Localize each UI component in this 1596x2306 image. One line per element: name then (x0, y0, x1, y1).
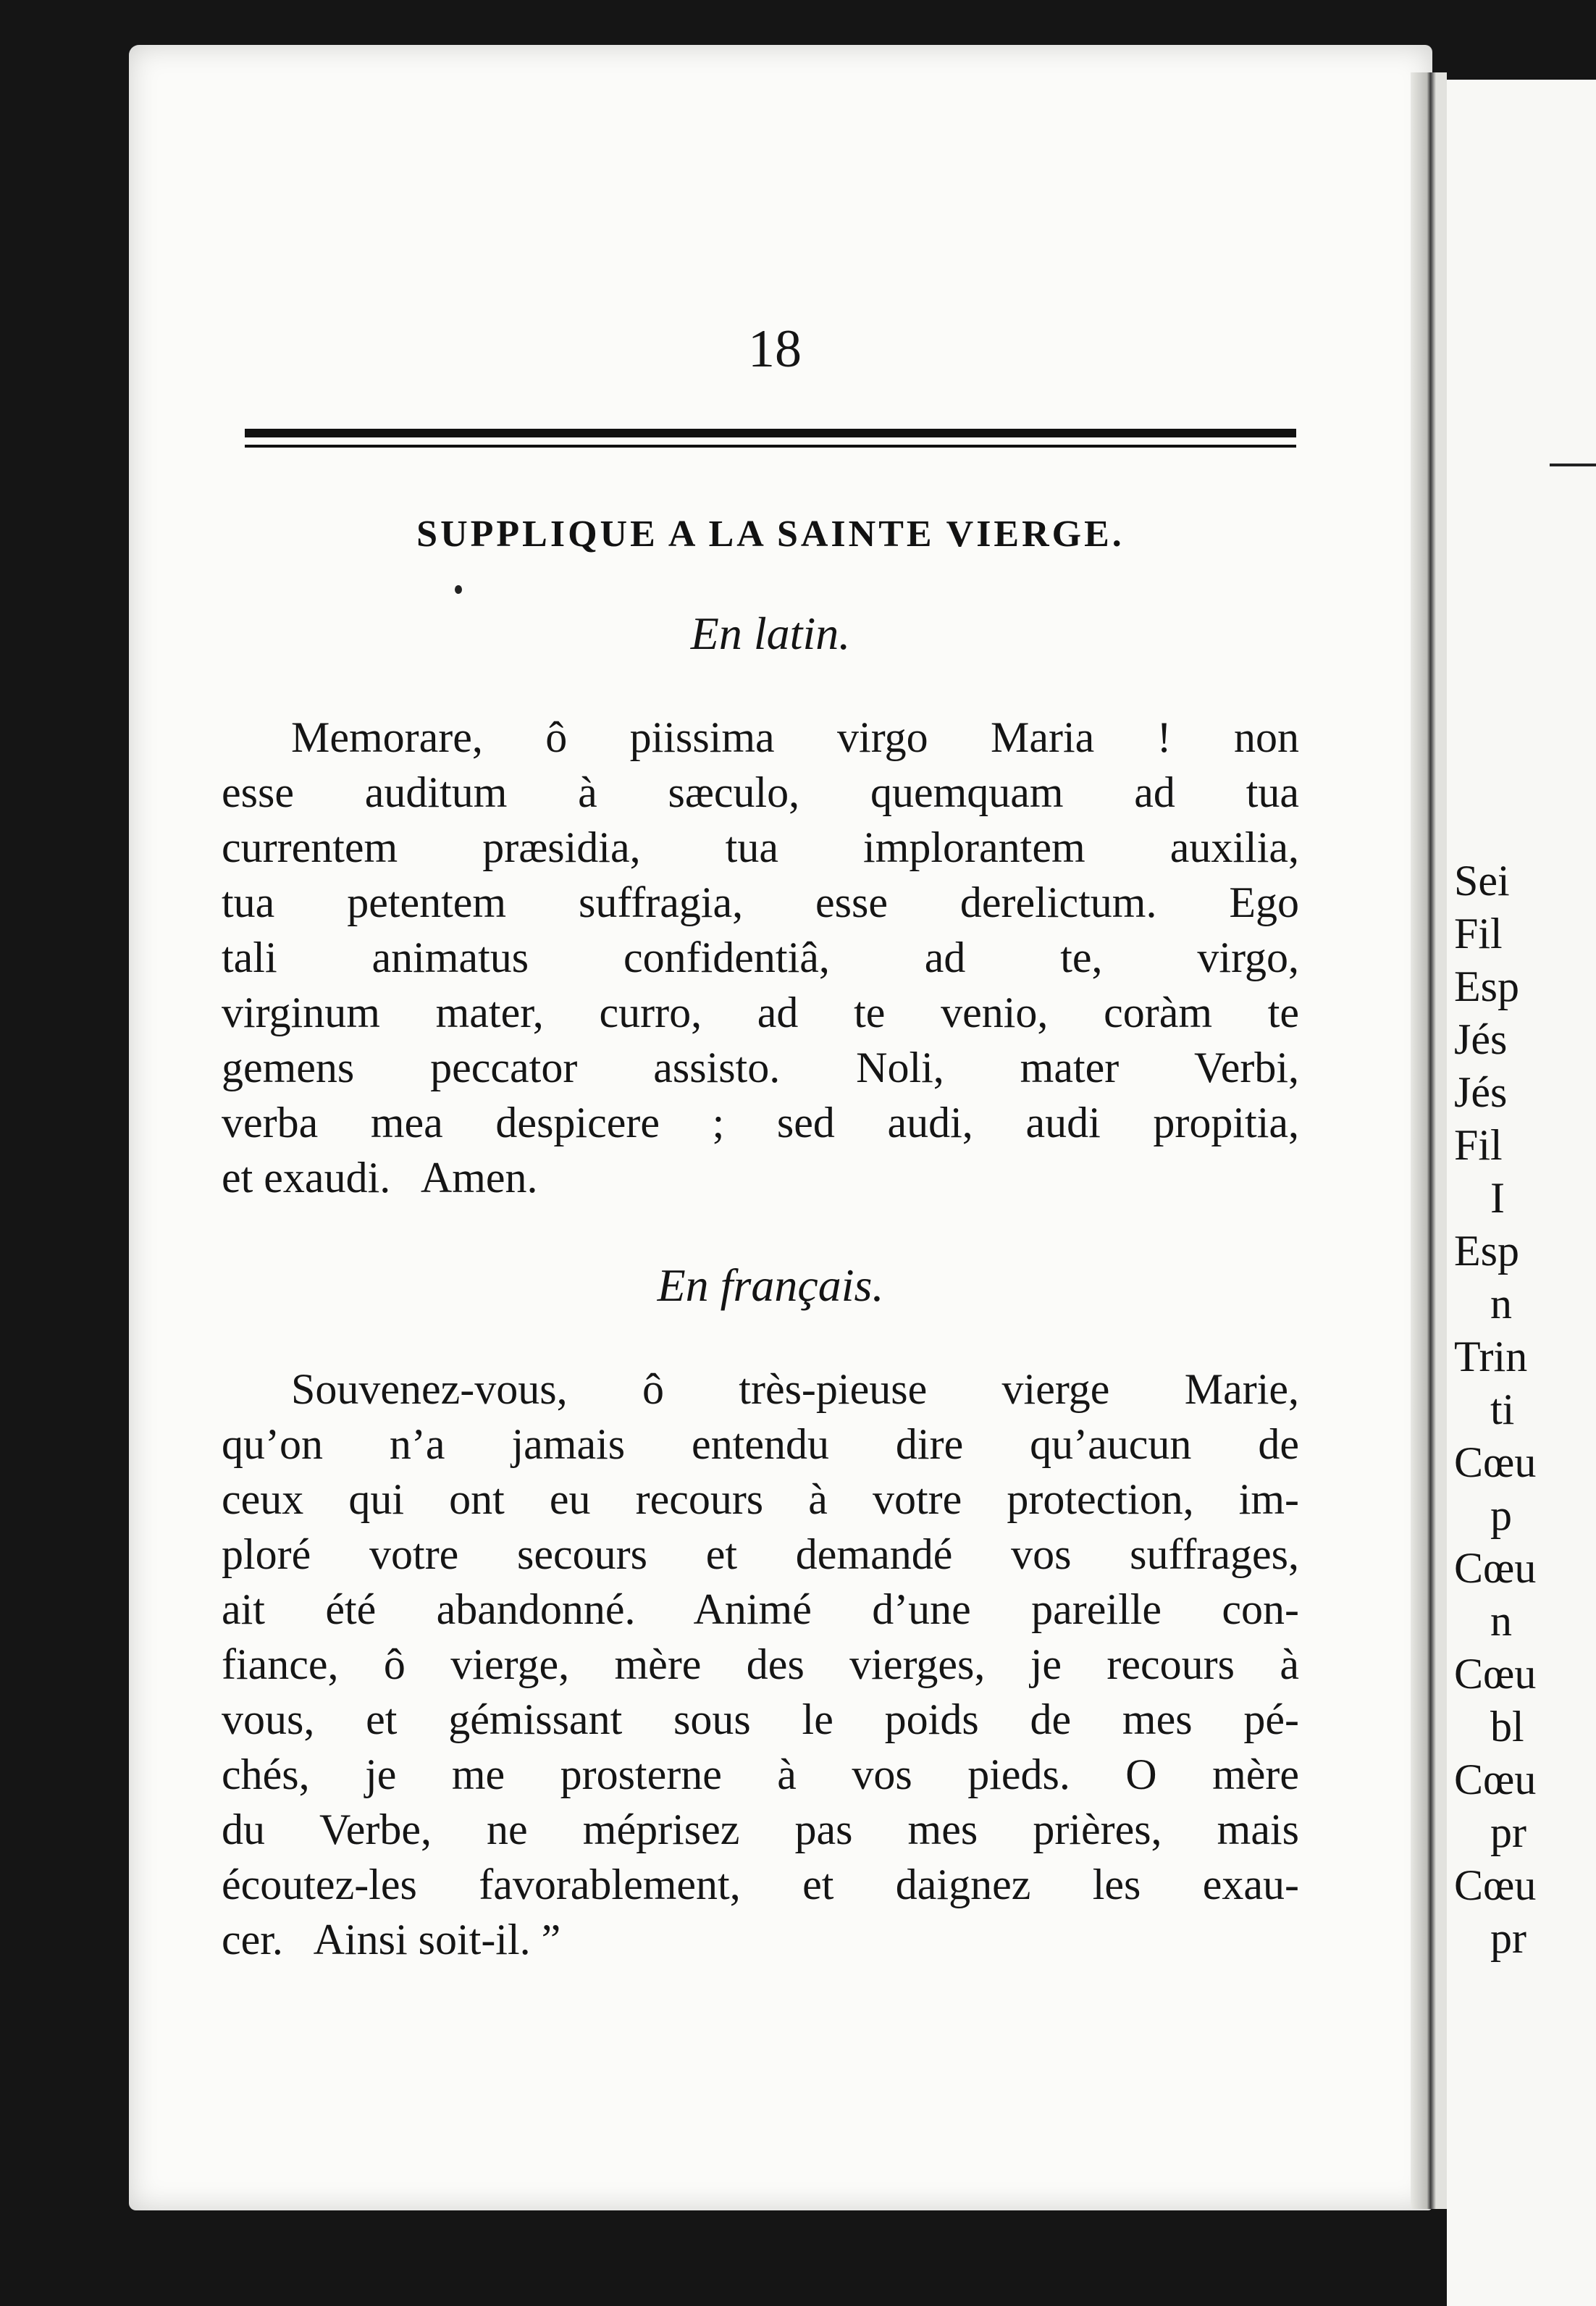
page-title: SUPPLIQUE A LA SAINTE VIERGE. (416, 513, 1125, 555)
header-rule-thick (245, 429, 1296, 437)
french-prayer (222, 1362, 1299, 1967)
facing-text-fragment: Sei (1454, 857, 1510, 905)
latin-prayer (222, 710, 1299, 1205)
book-gutter (1411, 72, 1447, 2209)
text-line: tali animatus confidentiâ, ad te, virgo, (222, 934, 1299, 981)
text-line: vous, et gémissant sous le poids de mes pé- (222, 1695, 1299, 1743)
text-line: du Verbe, ne méprisez pas mes prières, mais (222, 1806, 1299, 1853)
facing-text-fragment: n (1490, 1597, 1512, 1645)
facing-text-fragment: Cœu (1454, 1861, 1537, 1909)
text-line: esse auditum à sæculo, quemquam ad tua (222, 768, 1299, 816)
facing-text-fragment: Cœu (1454, 1650, 1537, 1698)
facing-text-fragment: Cœu (1454, 1438, 1537, 1486)
facing-text-fragment: Jés (1454, 1068, 1508, 1116)
text-line: et exaudi. Amen. (222, 1154, 538, 1202)
facing-text-fragment: bl (1490, 1703, 1524, 1751)
facing-text-fragment: Esp (1454, 963, 1519, 1010)
facing-page-text (1454, 855, 1596, 1965)
facing-text-fragment: Trin (1454, 1333, 1528, 1380)
header-rule-thin (245, 445, 1296, 448)
ink-speck (455, 585, 462, 594)
facing-text-fragment: Fil (1454, 910, 1503, 957)
latin-subheading: En latin. (690, 608, 851, 659)
text-line: ait été abandonné. Animé d’une pareille con- (222, 1585, 1299, 1633)
text-line: currentem præsidia, tua implorantem auxilia, (222, 823, 1299, 871)
text-line: fiance, ô vierge, mère des vierges, je recours à (222, 1640, 1299, 1688)
text-line: virginum mater, curro, ad te venio, coràm te (222, 989, 1299, 1036)
page-number: 18 (748, 319, 802, 379)
facing-text-fragment: n (1490, 1280, 1512, 1328)
text-line: Souvenez-vous, ô très-pieuse vierge Marie, (291, 1365, 1299, 1413)
facing-text-fragment: pr (1490, 1808, 1526, 1856)
facing-text-fragment: Cœu (1454, 1756, 1537, 1803)
text-line: ploré votre secours et demandé vos suffrages, (222, 1530, 1299, 1578)
facing-text-fragment: Jés (1454, 1015, 1508, 1063)
text-line: gemens peccator assisto. Noli, mater Verbi, (222, 1044, 1299, 1091)
facing-text-fragment: ti (1490, 1385, 1515, 1433)
text-line: cer. Ainsi soit-il. ” (222, 1916, 561, 1963)
facing-text-fragment: Esp (1454, 1227, 1519, 1275)
facing-text-fragment: Cœu (1454, 1544, 1537, 1592)
text-line: ceux qui ont eu recours à votre protection, im- (222, 1475, 1299, 1523)
facing-page-rule (1550, 464, 1596, 466)
facing-text-fragment: I (1490, 1174, 1505, 1222)
text-line: Memorare, ô piissima virgo Maria ! non (291, 713, 1299, 761)
text-line: verba mea despicere ; sed audi, audi propitia, (222, 1099, 1299, 1146)
facing-text-fragment: Fil (1454, 1121, 1503, 1169)
text-line: tua petentem suffragia, esse derelictum. Ego (222, 879, 1299, 926)
facing-text-fragment: pr (1490, 1914, 1526, 1962)
french-subheading: En français. (657, 1259, 884, 1311)
text-line: chés, je me prosterne à vos pieds. O mère (222, 1751, 1299, 1798)
text-line: écoutez-les favorablement, et daignez les exau- (222, 1861, 1299, 1908)
facing-text-fragment: p (1490, 1491, 1512, 1539)
text-line: qu’on n’a jamais entendu dire qu’aucun de (222, 1420, 1299, 1468)
